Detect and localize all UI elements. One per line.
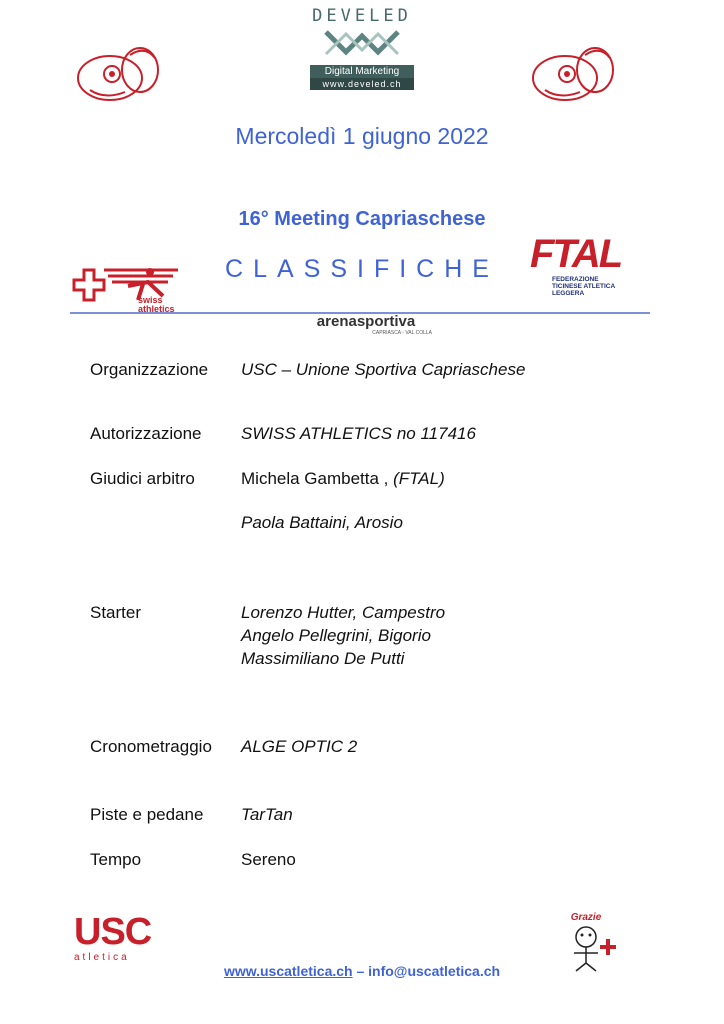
website-link[interactable]: www.uscatletica.ch [223,963,353,979]
creature-logo-right [525,40,625,110]
results-heading: CLASSIFICHE [225,255,499,283]
develed-logo [302,6,422,106]
starter-label: Starter [90,603,142,622]
timing-value: ALGE OPTIC 2 [241,737,358,756]
weather-label: Tempo [90,850,142,869]
footer-separator: – [352,963,369,979]
event-date: Mercoledì 1 giugno 2022 [235,123,489,149]
authorization-label: Autorizzazione [90,424,202,443]
organization-label: Organizzazione [90,360,209,379]
arenasportiva-subtitle: CAPRIASCA - VAL COLLA [372,330,432,336]
starter-1-value: Lorenzo Hutter, Campestro [241,603,446,622]
starter-3-value: Massimiliano De Putti [241,649,405,668]
swiss-athletics-logo [68,262,188,312]
develed-chevron-icon [322,26,402,60]
track-value: TarTan [241,805,293,824]
timing-label: Cronometraggio [90,737,212,756]
develed-url: www.develed.ch [310,78,414,90]
usc-wordmark: USC [74,911,152,953]
swiss-athletics-text: swiss athletics [138,295,175,314]
referees-label: Giudici arbitro [90,469,195,488]
ftal-wordmark: FTAL [530,232,622,276]
footer-contact [0,963,724,979]
arenasportiva-logo [300,314,432,336]
organization-value: USC – Unione Sportiva Capriaschese [241,360,526,379]
referee-1-value [241,469,445,489]
referee-2-value: Paola Battaini, Arosio [241,513,403,532]
email-link[interactable]: info@uscatletica.ch [368,963,501,979]
referee-1-name: Michela Gambetta , [241,469,394,488]
starter-2-value: Angelo Pellegrini, Bigorio [241,626,431,645]
develed-wordmark: DEVELED [312,6,412,26]
weather-value: Sereno [241,850,296,869]
referee-1-affiliation: (FTAL) [393,469,445,488]
develed-subtitle: Digital Marketing [310,65,414,78]
meeting-title: 16° Meeting Capriaschese [238,208,486,230]
arenasportiva-wordmark: arenasportiva [316,313,416,330]
ftal-subtitle: FEDERAZIONE TICINESE ATLETICA LEGGERA [552,276,615,297]
grazie-text: Grazie [570,912,602,923]
track-label: Piste e pedane [90,805,204,824]
usc-subtitle: atletica [74,952,130,963]
ftal-logo [530,232,648,312]
creature-logo-left [70,40,170,110]
authorization-value: SWISS ATHLETICS no 117416 [241,424,476,443]
